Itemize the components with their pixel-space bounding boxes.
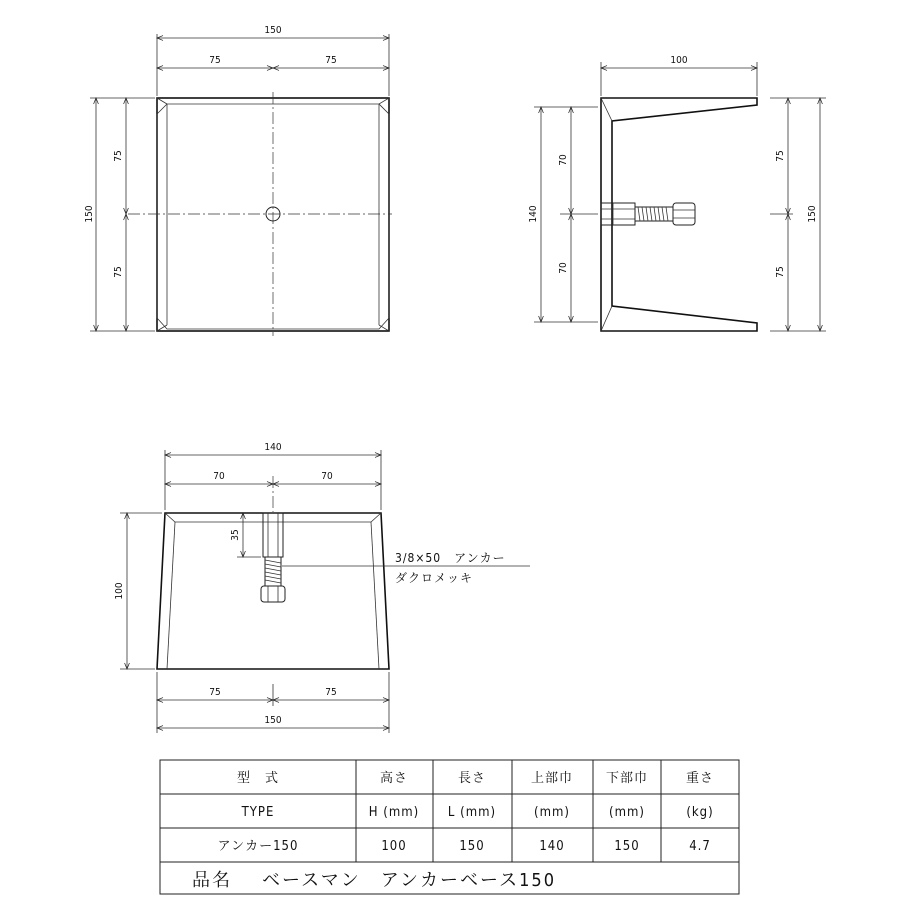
table-value-top-width: 140 <box>539 839 565 854</box>
side-view-outline <box>601 98 757 331</box>
dim-front-anchor-depth-label: 35 <box>230 529 241 541</box>
table-header-top-width: 上部巾 <box>530 771 574 786</box>
table-header-length: 長さ <box>457 771 487 786</box>
side-anchor-nut <box>673 203 695 225</box>
table-value-type: アンカー150 <box>217 839 299 854</box>
table-unit-weight: (kg) <box>686 805 714 820</box>
dim-front-top-right-label: 70 <box>321 471 333 482</box>
front-view <box>114 442 530 733</box>
table-unit-top-width: (mm) <box>534 805 570 820</box>
table-header-height: 高さ <box>379 771 409 786</box>
table-unit-height: H (mm) <box>368 805 420 820</box>
dim-front-height-label: 100 <box>114 582 125 600</box>
dim-front-bottom-width-label: 150 <box>264 715 282 726</box>
anchor-note-line1: 3/8×50 アンカー <box>395 551 506 565</box>
table-unit-bottom-width: (mm) <box>609 805 645 820</box>
spec-table <box>160 760 739 894</box>
table-value-height: 100 <box>381 839 407 854</box>
dim-top-overall-width-label: 150 <box>264 25 282 36</box>
dim-side-inner-bottom-label: 70 <box>558 262 569 274</box>
dim-top-overall-height-label: 150 <box>84 205 95 223</box>
dim-front-top-left-label: 70 <box>213 471 225 482</box>
side-anchor-sleeve <box>601 203 635 225</box>
front-anchor-nut <box>261 586 285 602</box>
dim-side-inner-height-label: 140 <box>528 205 539 223</box>
table-unit-length: L (mm) <box>447 805 497 820</box>
table-value-bottom-width: 150 <box>614 839 640 854</box>
front-anchor-sleeve <box>263 513 283 557</box>
table-header-bottom-width: 下部巾 <box>605 771 649 786</box>
table-value-weight: 4.7 <box>689 839 711 854</box>
side-anchor-thread <box>635 207 673 221</box>
table-header-type: 型 式 <box>236 771 280 786</box>
front-anchor-thread <box>265 557 281 586</box>
dim-top-half-left-label: 75 <box>209 55 221 66</box>
table-unit-type: TYPE <box>241 805 275 820</box>
dim-front-bottom-left-label: 75 <box>209 687 221 698</box>
side-view <box>528 55 826 331</box>
front-view-outline <box>157 513 389 669</box>
dim-side-outer-bottom-label: 75 <box>775 266 786 278</box>
dim-side-outer-top-label: 75 <box>775 150 786 162</box>
table-header-weight: 重さ <box>685 771 715 786</box>
product-name: ベースマン アンカーベース150 <box>262 870 557 891</box>
dim-side-outer-height-label: 150 <box>807 205 818 223</box>
anchor-note-line2: ダクロメッキ <box>395 571 474 585</box>
table-value-length: 150 <box>459 839 485 854</box>
dim-front-bottom-right-label: 75 <box>325 687 337 698</box>
dim-front-top-width-label: 140 <box>264 442 282 453</box>
dim-top-half-bottom-label: 75 <box>113 266 124 278</box>
dim-side-depth-label: 100 <box>670 55 688 66</box>
product-label: 品名 <box>192 870 232 891</box>
top-view <box>84 25 392 336</box>
dim-side-inner-top-label: 70 <box>558 154 569 166</box>
dim-top-half-top-label: 75 <box>113 150 124 162</box>
dim-top-half-right-label: 75 <box>325 55 337 66</box>
